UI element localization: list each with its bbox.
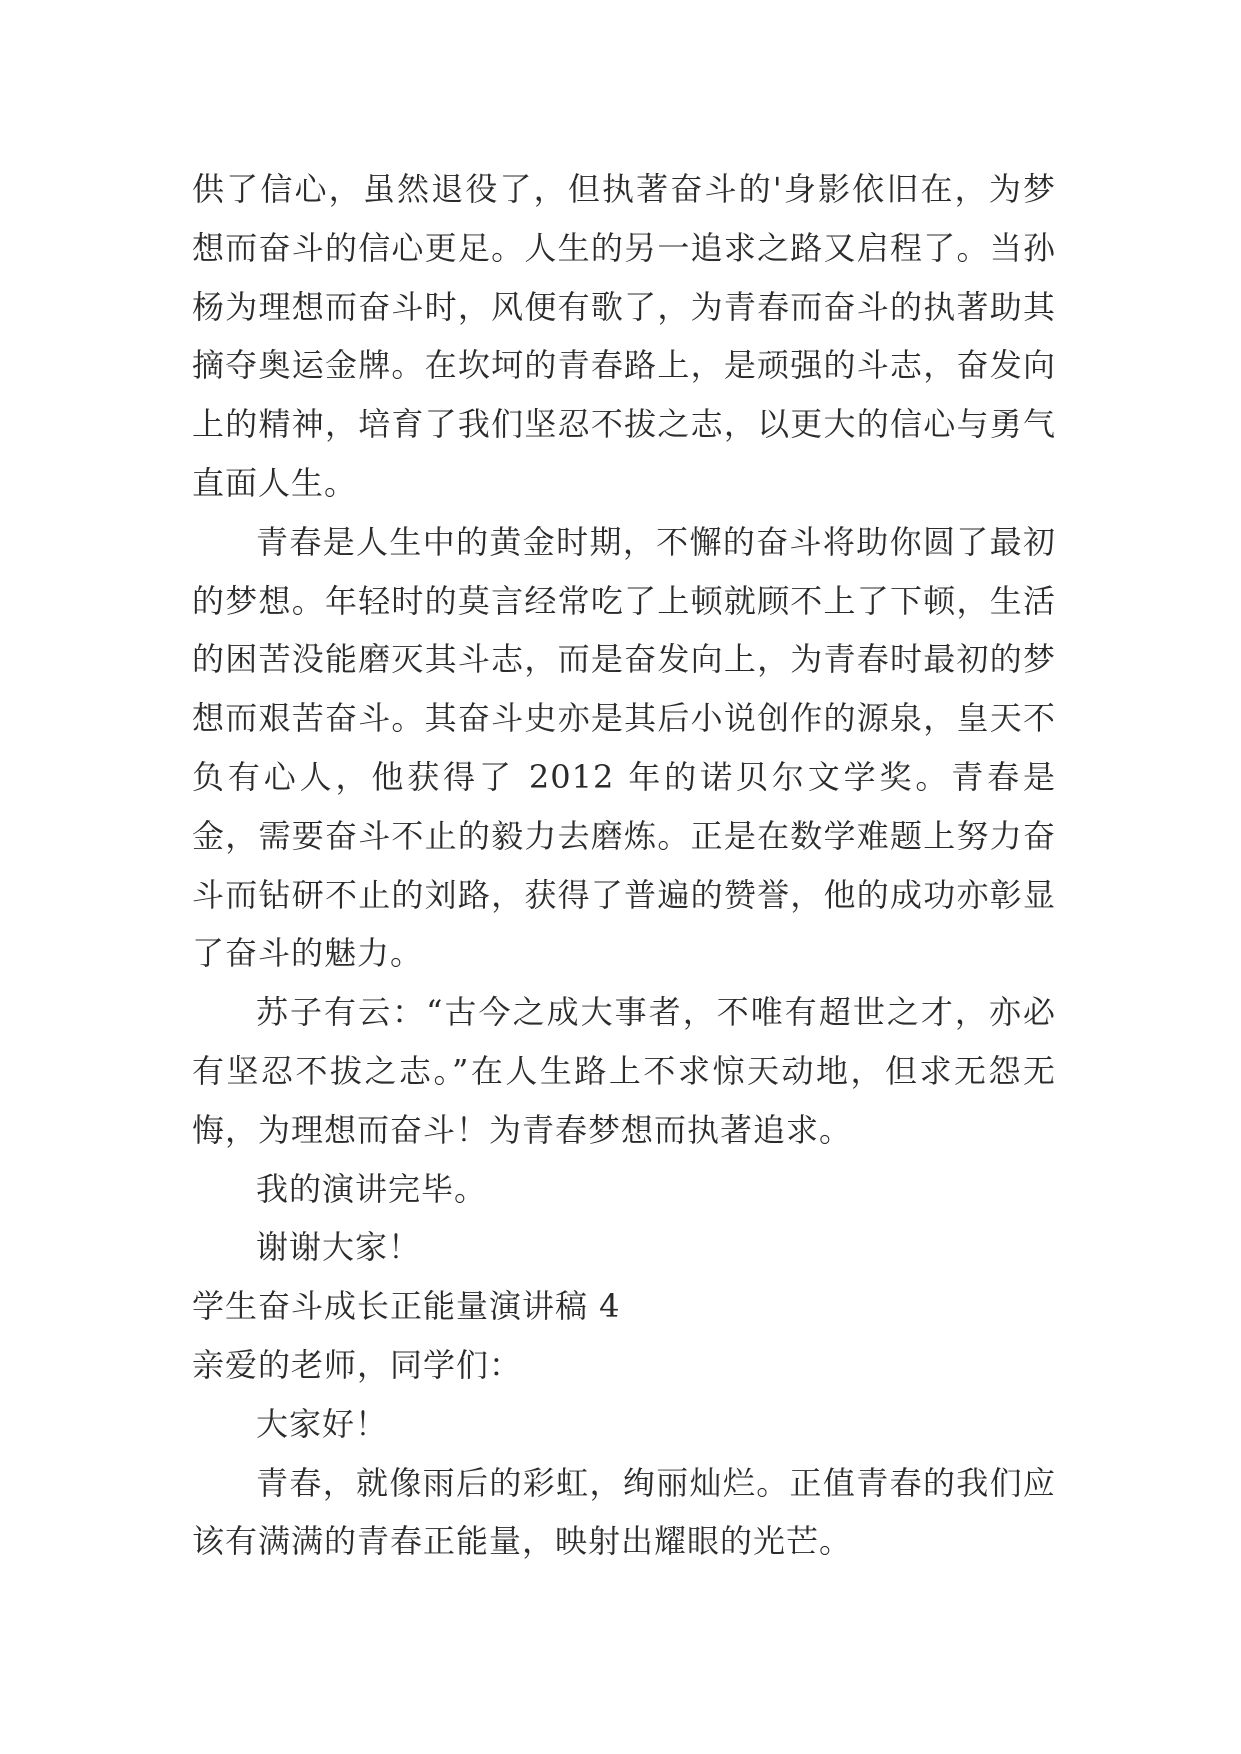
paragraph-greeting: 大家好！ — [256, 1404, 389, 1443]
paragraph-closing: 我的演讲完毕。 — [256, 1169, 488, 1208]
paragraph-moyan: 青春是人生中的黄金时期，不懈的奋斗将助你圆了最初的梦想。年轻时的莫言经常吃了上顿就顾不上了下顿，生活的困苦没能磨灭其斗志，而是奋发向上，为青春时最初的梦想而艰苦奋斗。其奋斗史亦是其后小说创作的源泉，皇天不负有心人，他获得了 2012 年的诺贝尔文学奖。青春是金，需要奋斗不止的毅力去磨炼。正是在数学难题上努力奋斗而钻研不止的刘路，获得了普遍的赞誉，他的成功亦彰显了奋斗的魅力。 — [192, 522, 1056, 973]
paragraph-thanks: 谢谢大家！ — [256, 1228, 422, 1267]
paragraph-youth: 青春，就像雨后的彩虹，绚丽灿烂。正值青春的我们应该有满满的青春正能量，映射出耀眼的光芒。 — [192, 1463, 1056, 1561]
salutation: 亲爱的老师，同学们： — [192, 1345, 523, 1384]
paragraph-quote: 苏子有云：“古今之成大事者，不唯有超世之才，亦必有坚忍不拔之志。”在人生路上不求惊天动地，但求无怨无悔，为理想而奋斗！为青春梦想而执著追求。 — [192, 993, 1056, 1149]
section-title: 学生奋斗成长正能量演讲稿 4 — [192, 1287, 621, 1326]
paragraph-continuation: 供了信心，虽然退役了，但执著奋斗的'身影依旧在，为梦想而奋斗的信心更足。人生的另一追求之路又启程了。当孙杨为理想而奋斗时，风便有歌了，为青春而奋斗的执著助其摘夺奥运金牌。在坎坷的青春路上，是顽强的斗志，奋发向上的精神，培育了我们坚忍不拔之志，以更大的信心与勇气直面人生。 — [192, 170, 1056, 502]
document-body — [192, 160, 1056, 1571]
